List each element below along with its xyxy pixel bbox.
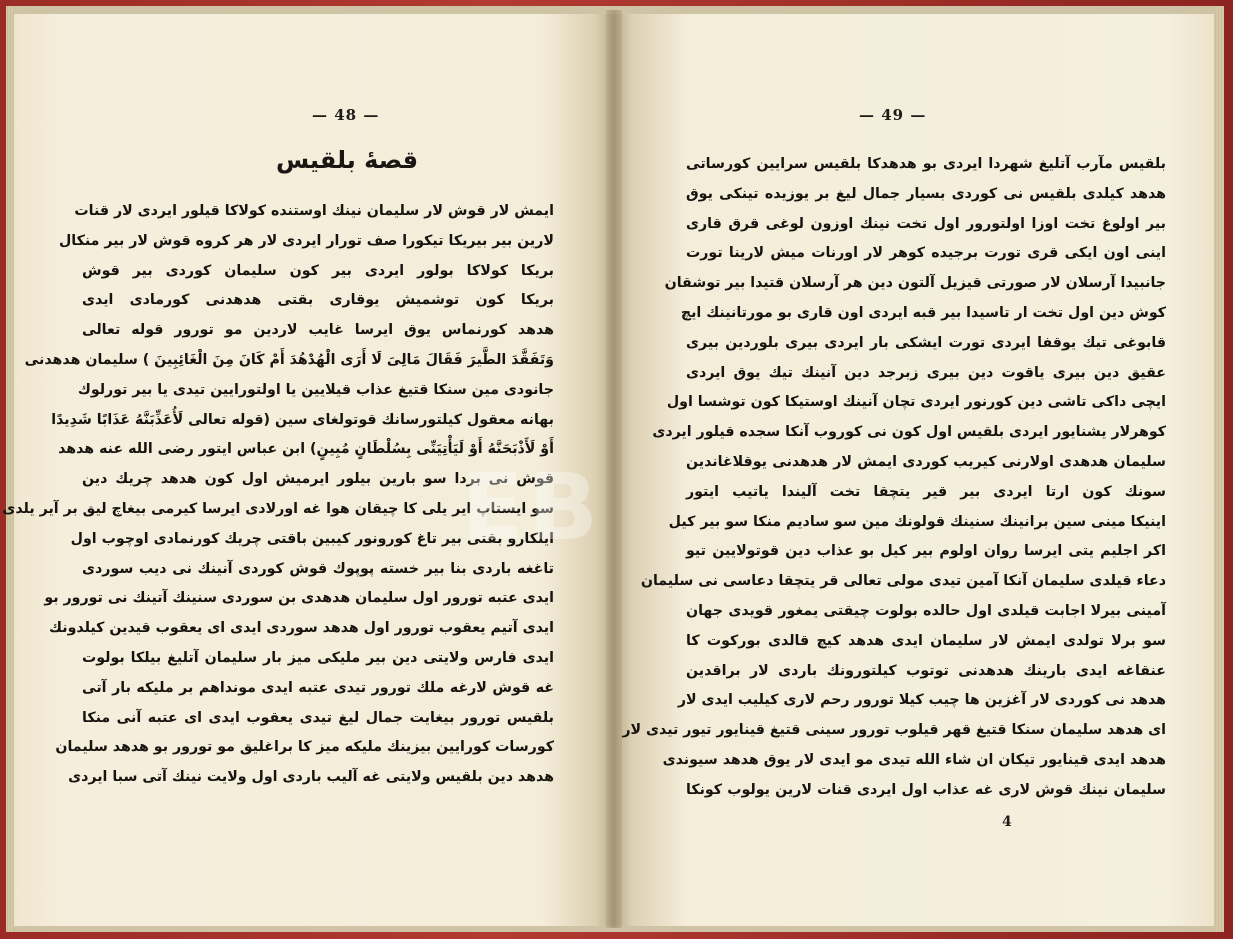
right-page-number: — 49 — xyxy=(859,106,927,124)
book-gutter xyxy=(606,10,622,928)
text-line: عقیق دین بیری یاقوت دین بیری زبرجد دین آنینك تیك یوق ایردی xyxy=(686,364,1166,381)
left-page-number: — 48 — xyxy=(312,106,380,124)
page-stack-left xyxy=(6,6,14,932)
left-page-text xyxy=(2,197,554,793)
text-line: سو برلا تولدی ایمش لار سلیمان ایدی هدهد کیچ قالدی بورکوت کا xyxy=(686,632,1166,649)
text-line: اکر اجلیم یتی ایرسا روان اولوم بیر کیل بو عذاب دین قوتولایین تیو xyxy=(686,543,1166,560)
text-line: کوهرلار یشنایور ایردی بلقیس اول کون نی کوروب آنکا سجده قیلور ایردی xyxy=(652,424,1166,441)
text-line: کورسات کورایین بیزینك ملیکه میز کا براغلیق مو تورور بو هدهد سلیمان xyxy=(55,739,554,756)
text-line: اینی اون ایکی قری تورت برجیده کوهر لار اورنات میش لارینا تورت xyxy=(686,245,1166,262)
text-line: تاغغه باردی بنا بیر خسته پوپوك قوش کوردی آنینك نی دیب سوردی xyxy=(82,560,554,577)
open-book xyxy=(2,6,1224,932)
text-line: ایچی داکی تاشی دین کورنور ایردی تچان آنینك اوستیکا کون توشسا اول xyxy=(666,394,1166,411)
text-line: ایدی فارس ولایتی دین بیر ملیکی میز بار سلیمان آتلیغ بیلکا بولوت xyxy=(82,649,554,666)
text-line: جانبیدا آرسلان لار صورتی قیزیل آلتون دین هر آرسلان قتیدا بیر توشقان xyxy=(664,275,1166,292)
text-line: هدهد کیلدی بلقیس نی کوردی بسیار جمال لیغ بر یوزیده تینکی یوق xyxy=(686,185,1166,202)
chapter-heading: قصهٔ بلقیس xyxy=(276,146,419,174)
text-line: أَوْ لَأَذْبَحَنَّهُ أَوْ لَیَأْتِیَنِّی بِسُلْطَانٍ مُبِینٍ) ابن عباس ایتور رضی الله عنه هدهد xyxy=(58,441,554,458)
text-line: ایدی آتیم یعقوب تورور اول هدهد سوردی ایدی ای یعقوب قیدین کیلدونك xyxy=(49,620,554,637)
text-line: سونك کون ارتا ایردی بیر قیر یتچقا تخت آلیندا یاتیب ایتور xyxy=(686,483,1166,500)
text-line: ای هدهد سلیمان سنکا قتیغ قهر قیلوب تورور سینی قتیغ قینایور تیور تیدی لار xyxy=(622,722,1166,739)
text-line: بهانه معقول کیلتورسانك قوتولغای سین (قوله تعالی لَأُعَذِّبَنَّهُ عَذَابًا شَدِیدًا xyxy=(51,411,554,428)
text-line: لارین بیر بیریکا تیکورا صف تورار ایردی لار هر کروه قوش لار بیر منکال xyxy=(58,232,554,249)
text-line: وَتَفَقَّدَ الطَّیرَ فَقَالَ مَالِیَ لَا أَرَی الْهُدْهُدَ أَمْ کَانَ مِنَ الْغَائِبِینَ ) سلیمان هدهدنی xyxy=(24,351,554,368)
left-page xyxy=(2,14,614,926)
text-line: هدهد کورنماس یوق ایرسا غایب لاردین مو تورور قوله تعالی xyxy=(82,322,554,339)
page-stack-right xyxy=(1214,6,1224,932)
signature-number: 4 xyxy=(1002,814,1012,830)
text-line: جانودی مین سنکا قتیغ عذاب قیلایین یا اولتورایین تیدی یا بیر تورلوك xyxy=(77,381,554,398)
text-line: هدهد دین بلقیس ولایتی غه آلیب باردی اول ولایت نینك آتی سبا ایردی xyxy=(68,769,554,786)
text-line: بریکا کون توشمیش یوقاری بقتی هدهدنی کورمادی ایدی xyxy=(82,292,554,309)
text-line: دعاء قیلدی سلیمان آنکا آمین تیدی مولی تعالی قر یتچقا دعاسی نی سلیمان xyxy=(640,573,1166,590)
text-line: بلقیس مآرب آتلیغ شهردا ایردی بو هدهدکا بلقیس سرایین کورساتی xyxy=(686,156,1166,172)
text-line: بلقیس تورور بیغایت جمال لیغ تیدی یعقوب ایدی ای عتبه آنی منکا xyxy=(82,709,554,726)
text-line: ایدی عتبه تورور اول سلیمان هدهدی بن سوردی سنینك آتینك نی تورور بو xyxy=(44,590,554,607)
text-line: قوش نی بردا سو بارین بیلور ایرمیش اول کون هدهد چریك دین xyxy=(82,471,554,488)
text-line: ایمش لار قوش لار سلیمان نینك اوستنده کولاکا قیلور ایردی لار قنات xyxy=(74,203,554,219)
text-line: قابوغی تیك یوقفا ایردی تورت ایشکی بار ایردی بیری بلوردین بیری xyxy=(686,334,1166,351)
text-line: سلیمان هدهدی اولارنی کیریب کوردی ایمش لار هدهدنی یوقلاغاندین xyxy=(686,453,1166,470)
right-page xyxy=(614,14,1214,926)
text-line: ایلکارو بقتی بیر تاغ کورونور کیبین باقتی چریك کورنمادی اوچوب اول xyxy=(70,530,554,547)
text-line: هدهد ایدی قینایور تیکان ان شاء الله تیدی مو ایدی لار یوق هدهد سیوندی xyxy=(662,751,1166,768)
text-line: اینیکا مینی سین برانینك سنینك قولونك مین سو سادیم منکا سو بیر کیل xyxy=(668,513,1166,530)
text-line: کوش دین اول تخت ار تاسیدا بیر قبه ایردی اون قاری بو مورتانینك ایچ xyxy=(680,304,1166,321)
watermark: EB xyxy=(461,454,602,561)
text-line: بریکا کولاکا بولور ایردی بیر کون سلیمان کوردی بیر قوش xyxy=(82,262,554,279)
right-page-text xyxy=(622,150,1166,806)
text-line: عنقاغه ایدی بارینك هدهدنی توتوب کیلتورونك باردی لار براقدین xyxy=(686,662,1166,679)
text-line: غه قوش لارغه ملك تورور تیدی عتبه ایدی مونداهم بر ملیکه بار آتی xyxy=(82,679,554,696)
text-line: سلیمان نینك قوش لاری غه عذاب اول ایردی قنات لارین یولوب کونکا xyxy=(686,781,1166,798)
text-line: آمینی بیرلا اجابت قیلدی اول حالده بولوت چیقتی یمغور قویدی جهان xyxy=(686,602,1166,619)
text-line: هدهد نی کوردی لار آغزین ها چیب کیلا تورور رحم لاری کیلیب ایدی لار xyxy=(677,692,1166,709)
text-line: بیر اولوغ تخت اوزا اولتورور اول تخت نینك اوزون لوغی قرق قاری xyxy=(686,215,1166,232)
text-line: سو ایستاپ ایر یلی کا چیقان هوا غه اورلادی ایرسا کیرمی بیغاچ لیق بر آیر یلدی xyxy=(2,500,554,517)
